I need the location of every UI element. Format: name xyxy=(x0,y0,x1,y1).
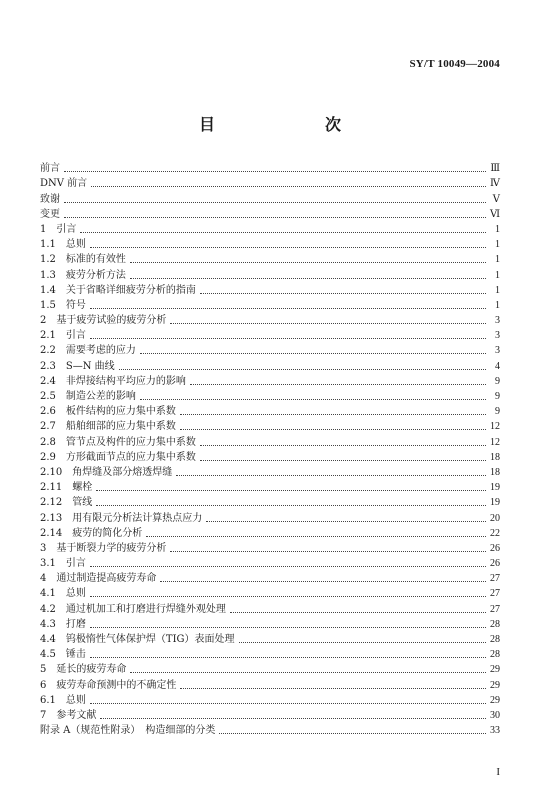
toc-entry-page: 18 xyxy=(490,466,500,478)
toc-entry-label: 2.8 管节点及构件的应力集中系数 xyxy=(40,436,196,448)
toc-entry-label: 2.6 板件结构的应力集中系数 xyxy=(40,406,176,418)
toc-entry-page: 27 xyxy=(490,588,500,600)
toc-entry-page: 1 xyxy=(495,299,500,311)
dot-leader xyxy=(90,627,486,628)
toc-entry[interactable] xyxy=(40,631,500,646)
toc-entry-page: 22 xyxy=(490,527,500,539)
toc-entry-label: 1.2 标准的有效性 xyxy=(40,254,126,266)
toc-entry[interactable] xyxy=(40,388,500,403)
dot-leader xyxy=(180,429,486,430)
dot-leader xyxy=(140,399,486,400)
dot-leader xyxy=(230,612,486,613)
toc-entry-label: 7 参考文献 xyxy=(40,709,97,721)
page-title: 目 次 xyxy=(198,115,367,134)
toc-entry-page: 9 xyxy=(495,375,500,387)
toc-entry-label: 2.3 S—N 曲线 xyxy=(40,360,115,372)
toc-entry-page: 1 xyxy=(495,269,500,281)
toc-entry-page: 29 xyxy=(490,679,500,691)
toc-entry-page: 1 xyxy=(495,254,500,266)
dot-leader xyxy=(90,338,486,339)
toc-entry[interactable] xyxy=(40,722,500,737)
dot-leader xyxy=(100,718,486,719)
dot-leader xyxy=(80,232,486,233)
toc-entry[interactable] xyxy=(40,251,500,266)
toc-entry-label: 2 基于疲劳试验的疲劳分析 xyxy=(40,315,167,327)
toc-entry-page: 1 xyxy=(495,223,500,235)
toc-entry[interactable] xyxy=(40,175,500,190)
toc-entry-label: 1.1 总则 xyxy=(40,239,86,251)
toc-entry-page: 33 xyxy=(490,725,500,737)
toc-entry-label: 4.2 通过机加工和打磨进行焊缝外观处理 xyxy=(40,603,226,615)
dot-leader xyxy=(176,475,486,476)
toc-entry[interactable] xyxy=(40,373,500,388)
toc-entry-page: 1 xyxy=(495,239,500,251)
toc-entry[interactable] xyxy=(40,494,500,509)
toc-entry-page: Ⅲ xyxy=(490,163,500,175)
dot-leader xyxy=(90,703,486,704)
toc-entry-page: 29 xyxy=(490,694,500,706)
page-number: I xyxy=(496,766,500,778)
toc-entry[interactable] xyxy=(40,616,500,631)
dot-leader xyxy=(91,186,486,187)
toc-entry-label: DNV 前言 xyxy=(40,178,88,190)
toc-entry-page: 28 xyxy=(490,649,500,661)
toc-entry-label: 1.3 疲劳分析方法 xyxy=(40,269,126,281)
dot-leader xyxy=(239,642,486,643)
toc-entry-label: 2.7 船舶细部的应力集中系数 xyxy=(40,421,176,433)
toc-entry-label: 2.11 螺栓 xyxy=(40,482,93,494)
toc-entry-page: Ⅵ xyxy=(489,208,500,220)
dot-leader xyxy=(146,536,486,537)
dot-leader xyxy=(90,596,486,597)
toc-entry-label: 6 疲劳寿命预测中的不确定性 xyxy=(40,679,177,691)
dot-leader xyxy=(180,414,486,415)
dot-leader xyxy=(170,551,486,552)
toc-entry-label: 2.9 方形截面节点的应力集中系数 xyxy=(40,451,196,463)
toc-entry-label: 1.5 符号 xyxy=(40,299,86,311)
toc-entry[interactable] xyxy=(40,327,500,342)
dot-leader xyxy=(160,581,486,582)
toc-entry-label: 2.1 引言 xyxy=(40,330,86,342)
toc-entry[interactable] xyxy=(40,676,500,691)
toc-entry[interactable] xyxy=(40,282,500,297)
dot-leader xyxy=(64,217,486,218)
toc-entry-page: 20 xyxy=(490,512,500,524)
toc-entry-label: 3 基于断裂力学的疲劳分析 xyxy=(40,542,167,554)
toc-entry-page: 30 xyxy=(490,709,500,721)
toc-entry[interactable] xyxy=(40,236,500,251)
toc-entry-page: 18 xyxy=(490,451,500,463)
dot-leader xyxy=(96,505,486,506)
dot-leader xyxy=(130,262,486,263)
toc-entry[interactable] xyxy=(40,418,500,433)
toc-entry-page: 3 xyxy=(495,315,500,327)
toc-entry-page: 26 xyxy=(490,558,500,570)
dot-leader xyxy=(170,323,486,324)
dot-leader xyxy=(64,171,486,172)
toc-entry[interactable] xyxy=(40,525,500,540)
toc-entry[interactable] xyxy=(40,297,500,312)
toc-entry-page: 19 xyxy=(490,497,500,509)
toc-entry[interactable] xyxy=(40,266,500,281)
toc-entry-page: 4 xyxy=(495,360,500,372)
toc-entry[interactable] xyxy=(40,342,500,357)
dot-leader xyxy=(130,278,486,279)
dot-leader xyxy=(130,672,486,673)
dot-leader xyxy=(206,521,486,522)
toc-entry-page: 12 xyxy=(490,436,500,448)
toc-entry[interactable] xyxy=(40,403,500,418)
dot-leader xyxy=(119,369,486,370)
toc-entry-page: 3 xyxy=(495,345,500,357)
toc-entry[interactable] xyxy=(40,190,500,205)
dot-leader xyxy=(90,657,486,658)
standard-code: SY/T 10049—2004 xyxy=(409,58,500,70)
toc-entry[interactable] xyxy=(40,449,500,464)
toc-entry-page: 27 xyxy=(490,573,500,585)
toc-entry[interactable] xyxy=(40,707,500,722)
toc-entry[interactable] xyxy=(40,357,500,372)
toc-entry-label: 2.2 需要考虑的应力 xyxy=(40,345,136,357)
toc-entry[interactable] xyxy=(40,206,500,221)
table-of-contents xyxy=(40,160,500,737)
toc-entry[interactable] xyxy=(40,509,500,524)
toc-entry-page: 3 xyxy=(495,330,500,342)
toc-entry[interactable] xyxy=(40,160,500,175)
toc-entry-label: 4 通过制造提高疲劳寿命 xyxy=(40,573,157,585)
toc-entry[interactable] xyxy=(40,600,500,615)
toc-entry-label: 2.14 疲劳的简化分析 xyxy=(40,527,143,539)
toc-entry[interactable] xyxy=(40,433,500,448)
toc-entry-label: 2.12 管线 xyxy=(40,497,93,509)
toc-entry[interactable] xyxy=(40,464,500,479)
toc-entry-label: 4.4 钨极惰性气体保护焊（TIG）表面处理 xyxy=(40,634,235,645)
toc-entry-page: 19 xyxy=(490,482,500,494)
toc-entry-page: 28 xyxy=(490,618,500,630)
dot-leader xyxy=(219,733,486,734)
toc-entry-page: 1 xyxy=(495,284,500,296)
toc-entry[interactable] xyxy=(40,692,500,707)
dot-leader xyxy=(90,566,486,567)
toc-entry[interactable] xyxy=(40,661,500,676)
toc-entry[interactable] xyxy=(40,312,500,327)
toc-entry-page: Ⅳ xyxy=(490,178,500,190)
toc-entry-page: 9 xyxy=(495,391,500,402)
toc-entry-page: 9 xyxy=(495,406,500,418)
toc-entry[interactable] xyxy=(40,221,500,236)
toc-entry-label: 5 延长的疲劳寿命 xyxy=(40,664,127,676)
toc-entry-label: 4.5 锤击 xyxy=(40,649,86,661)
toc-entry-label: 变更 xyxy=(40,208,60,220)
toc-entry-label: 2.4 非焊接结构平均应力的影响 xyxy=(40,375,186,387)
toc-entry[interactable] xyxy=(40,585,500,600)
dot-leader xyxy=(90,247,486,248)
dot-leader xyxy=(200,460,486,461)
dot-leader xyxy=(180,688,486,689)
toc-entry-label: 2.13 用有限元分析法计算热点应力 xyxy=(40,512,203,524)
toc-entry[interactable] xyxy=(40,646,500,661)
toc-entry-label: 3.1 引言 xyxy=(40,558,86,570)
toc-entry-page: 29 xyxy=(490,664,500,676)
dot-leader xyxy=(64,202,486,203)
dot-leader xyxy=(96,490,486,491)
toc-entry-label: 1.4 关于省略详细疲劳分析的指南 xyxy=(40,284,196,296)
toc-entry[interactable] xyxy=(40,479,500,494)
toc-entry-label: 6.1 总则 xyxy=(40,694,86,706)
dot-leader xyxy=(200,445,486,446)
toc-entry-page: 28 xyxy=(490,634,500,645)
toc-entry[interactable] xyxy=(40,570,500,585)
toc-entry[interactable] xyxy=(40,540,500,555)
toc-entry-label: 4.1 总则 xyxy=(40,588,86,600)
toc-entry-page: 26 xyxy=(490,542,500,554)
toc-entry-label: 2.5 制造公差的影响 xyxy=(40,391,136,402)
toc-entry-label: 2.10 角焊缝及部分熔透焊缝 xyxy=(40,466,173,478)
toc-entry-label: 致谢 xyxy=(40,193,60,205)
toc-entry-page: 12 xyxy=(490,421,500,433)
toc-entry[interactable] xyxy=(40,555,500,570)
toc-entry-label: 4.3 打磨 xyxy=(40,618,86,630)
toc-entry-page: Ⅴ xyxy=(492,193,500,205)
dot-leader xyxy=(140,353,486,354)
dot-leader xyxy=(90,308,486,309)
toc-entry-label: 附录 A（规范性附录） 构造细部的分类 xyxy=(40,725,216,737)
toc-entry-label: 前言 xyxy=(40,163,60,175)
dot-leader xyxy=(200,293,486,294)
toc-entry-page: 27 xyxy=(490,603,500,615)
dot-leader xyxy=(190,384,486,385)
toc-entry-label: 1 引言 xyxy=(40,223,77,235)
